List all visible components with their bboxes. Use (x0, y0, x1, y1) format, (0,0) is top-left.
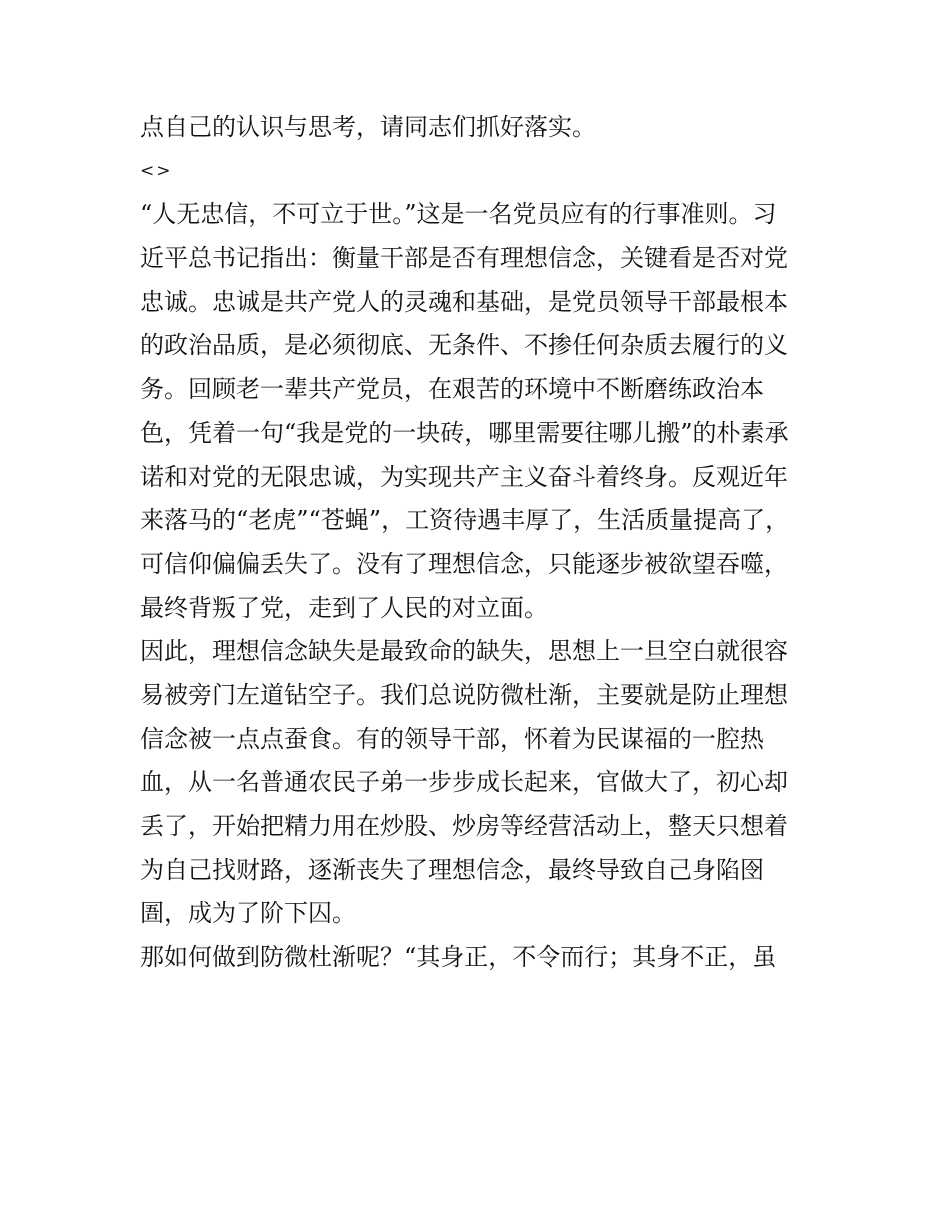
section-marker: <> (140, 160, 173, 181)
text-line: 丢了，开始把精力用在炒股、炒房等经营活动上，整天只想着 (140, 812, 788, 840)
document-body (140, 106, 820, 980)
text-line: 可信仰偏偏丢失了。没有了理想信念，只能逐步被欲望吞噬， (140, 549, 788, 578)
text-line: 诺和对党的无限忠诚，为实现共产主义奋斗着终身。反观近年 (140, 462, 788, 491)
text-line: 血，从一名普通农民子弟一步步成长起来，官做大了，初心却 (140, 768, 788, 797)
text-line: 近平总书记指出：衡量干部是否有理想信念，关键看是否对党 (140, 244, 788, 273)
text-line: 信念被一点点蚕食。有的领导干部，怀着为民谋福的一腔热 (140, 724, 764, 753)
text-line: 那如何做到防微杜渐呢？“其身正，不令而行；其身不正，虽 (140, 943, 777, 972)
text-line: 为自己找财路，逐渐丧失了理想信念，最终导致自己身陷囹 (140, 855, 764, 884)
text-line: 点自己的认识与思考，请同志们抓好落实。 (140, 113, 596, 141)
text-line: 最终背叛了党，走到了人民的对立面。 (140, 593, 548, 622)
text-line: 忠诚。忠诚是共产党人的灵魂和基础，是党员领导干部最根本 (140, 287, 788, 316)
text-line: 因此，理想信念缺失是最致命的缺失，思想上一旦空白就很容 (140, 637, 788, 666)
text-line: 圄，成为了阶下囚。 (140, 899, 356, 928)
text-line: 务。回顾老一辈共产党员，在艰苦的环境中不断磨练政治本 (140, 375, 764, 404)
text-line: “人无忠信，不可立于世。”这是一名党员应有的行事准则。习 (140, 200, 777, 229)
text-line: 易被旁门左道钻空子。我们总说防微杜渐，主要就是防止理想 (140, 680, 788, 709)
text-line: 的政治品质，是必须彻底、无条件、不掺任何杂质去履行的义 (140, 331, 788, 360)
text-line: 色，凭着一句“我是党的一块砖，哪里需要往哪儿搬”的朴素承 (140, 418, 789, 447)
text-line: 来落马的“老虎”“苍蝇”，工资待遇丰厚了，生活质量提高了， (140, 506, 790, 535)
